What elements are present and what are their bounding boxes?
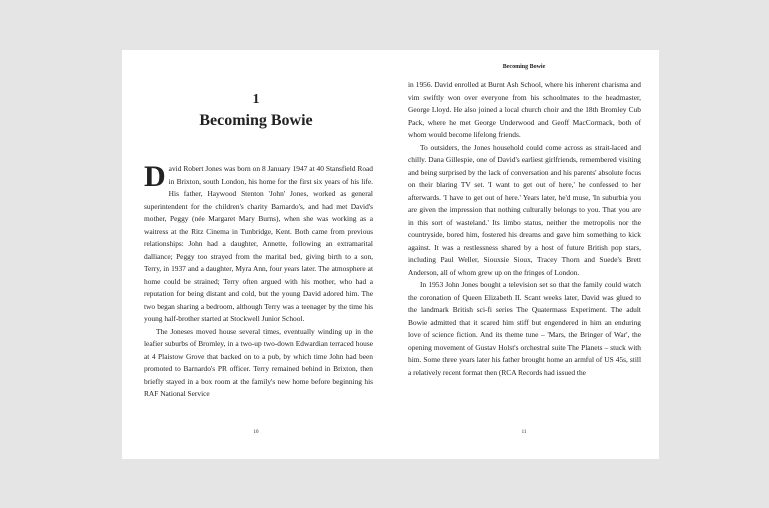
paragraph: To outsiders, the Jones household could come across as strait-laced and chilly. Dana Gillespie, one of David's earliest girlfriends, remembered visiting and being surprised by the lack of conversation and his parents' absolute focus on their blaring TV set. 'I want to get out of here,' he confessed to her afterwards. 'I have to get out of here.' Years later, he'd muse, 'In suburbia you are given the impression that nothing culturally belongs to you. That you are in this sort of wasteland.' Its limbo status, neither the metropolis nor the countryside, bored him, fostered his dreams and gave him something to kick against. It was a restlessness shared by a host of future British pop stars, including Paul Weller, Siouxsie Sioux, Tracey Thorn and Suede's Brett Anderson, all of whom grew up on the fringes of London.: [408, 142, 641, 277]
drop-cap: D: [144, 160, 166, 193]
left-body-text: [144, 160, 373, 401]
paragraph: In 1953 John Jones bought a television set so that the family could watch the coronation of Queen Elizabeth II. Scant weeks later, David was glued to the landmark British sci-fi series The Quatermass Experiment. The adult Bowie admitted that it scared him stiff but engendered in him an enduring love of science fiction. And its theme tune – 'Mars, the Bringer of War', the opening movement of Gustav Holst's orchestral suite The Planets – stuck with him. Some three years later his father brought home an armful of US 45s, still a relatively recent format then (RCA Records had issued the: [408, 280, 641, 377]
right-page: [390, 50, 658, 459]
left-page: [122, 50, 390, 459]
page-number: 11: [521, 430, 527, 435]
paragraph: in 1956. David enrolled at Burnt Ash School, where his inherent charisma and vim swiftly won over everyone from his schoolmates to the headmaster, George Lloyd. He also joined a local church choir and the 18th Bromley Cub Pack, where he met George Underwood and Geoff MacCormack, both of whom would become lifelong friends.: [408, 80, 641, 139]
chapter-title: Becoming Bowie: [199, 112, 313, 129]
right-body-text: [408, 79, 641, 379]
paragraph-text: avid Robert Jones was born on 8 January 1947 at 40 Stansfield Road in Brixton, south London, his home for the first six years of his life. His father, Haywood Stenton 'John' Jones, worked as general superintendent for the children's charity Barnardo's, and had met David's mother, Peggy (née Margaret Mary Burns), when she was working as a waitress at the Ritz Cinema in Tunbridge, Kent. Both came from previous relationships: John had a daughter, Annette, following an extramarital dalliance; Peggy too strayed from the marital bed, giving birth to a son, Terry, in 1937 and a daughter, Myra Ann, four years later. The atmosphere at home could be strained; Terry often argued with his mother, who had a reputation for being distant and cold, but the young David adored him. The two began sharing a bedroom, although Terry was a teenager by the time his young half-brother started at Stockwell Junior School.: [144, 164, 373, 323]
paragraph: The Joneses moved house several times, eventually winding up in the leafier suburbs of Bromley, in a two-up two-down Edwardian terraced house at 4 Plaistow Grove that backed on to a pub, by which time John had been promoted to Barnardo's PR officer. Terry remained behind in Brixton, then briefly stayed in a box room at the family's new home before beginning his RAF National Service: [144, 326, 373, 398]
book-spread: [122, 50, 659, 459]
paragraph: [144, 160, 373, 326]
chapter-number: 1: [252, 92, 260, 107]
running-head: Becoming Bowie: [502, 64, 546, 70]
page-number: 10: [253, 430, 259, 435]
